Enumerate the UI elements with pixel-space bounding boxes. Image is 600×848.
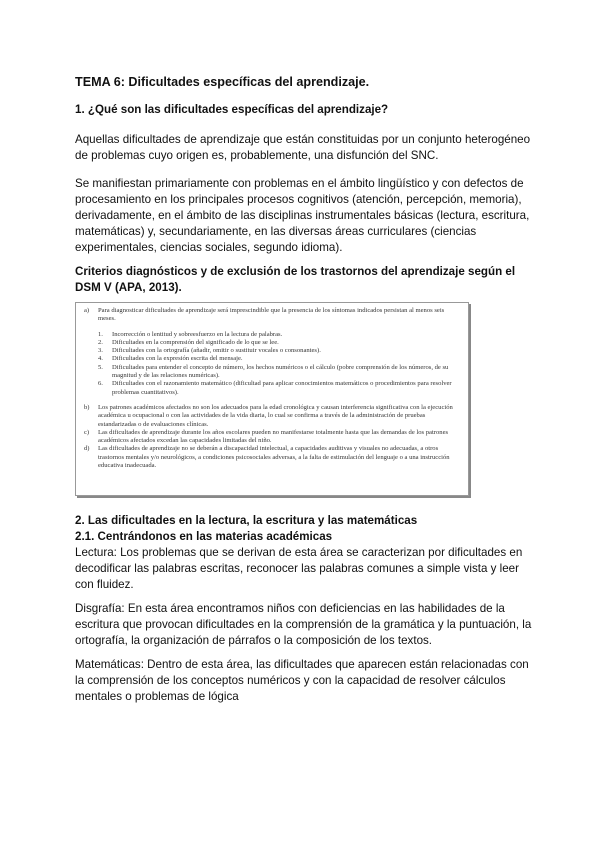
criterion-label: b): [84, 403, 90, 411]
list-item: Dificultades con la ortografía (añadir, omitir o sustituir vocales o consonantes).: [112, 347, 321, 355]
paragraph-manifestations: Se manifiestan primariamente con problemas en el ámbito lingüístico y con defectos de procesamiento en los principales procesos cognitivos (atención, percepción, memoria), derivadamente, en el ámbito de las disciplinas instrumentales básicas (lectura, escritura, matemáticas) y, secundariamente, en las diversas áreas curriculares (ciencias experimentales, ciencias sociales, segundo idioma).: [75, 177, 530, 254]
list-item: Dificultades en la comprensión del significado de lo que se lee.: [112, 338, 279, 346]
paragraph-lectura: Lectura: Los problemas que se derivan de esta área se caracterizan por dificultades en decodificar las palabras escritas, reconocer las palabras comunes a simple vista y leer con fluidez.: [75, 546, 523, 591]
paragraph-disgrafia: Disgrafía: En esta área encontramos niños con deficiencias en las habilidades de la escritura que provocan dificultades en la comprensión de la gramática y la puntuación, la ortografía, la organización de párrafos o la composición de los textos.: [75, 602, 532, 647]
item-number: 1.: [98, 330, 103, 338]
section-2-heading: 2. Las dificultades en la lectura, la escritura y las matemáticas: [75, 514, 418, 527]
criteria-heading: Criterios diagnósticos y de exclusión de los trastornos del aprendizaje según el DSM V (APA, 2013).: [75, 265, 516, 294]
criterion-label: a): [84, 307, 90, 314]
criterion-label: d): [84, 445, 90, 453]
item-number: 6.: [98, 380, 103, 388]
list-item: Dificultades con la expresión escrita del mensaje.: [112, 355, 243, 363]
section-1-heading: 1. ¿Qué son las dificultades específicas del aprendizaje?: [75, 103, 389, 116]
paragraph-matematicas: Matemáticas: Dentro de esta área, las dificultades que aparecen están relacionadas con la comprensión de los conceptos numéricos y con la capacidad de resolver cálculos mentales o problemas de lógica: [75, 658, 529, 703]
list-item: Incorrección o lentitud y sobreesfuerzo en la lectura de palabras.: [112, 330, 283, 338]
list-item: Dificultades con el razonamiento matemático (dificultad para aplicar conocimientos matemáticos o procedimientos para resolver problemas cuantitativos).: [112, 380, 452, 396]
list-item: Dificultades para entender el concepto de número, los hechos numéricos o el cálculo (pobre comprensión de los números, de su magnitud y de las relaciones numéricas).: [112, 363, 449, 380]
paragraph-definition: Aquellas dificultades de aprendizaje que están constituidas por un conjunto heterogéneo de problemas cuyo origen es, probablemente, una disfunción del SNC.: [75, 133, 531, 162]
document-title: TEMA 6: Dificultades específicas del aprendizaje.: [75, 75, 370, 89]
item-number: 5.: [98, 363, 103, 371]
dsm-criteria-figure: [75, 302, 469, 496]
criterion-c: Las dificultades de aprendizaje durante los años escolares pueden no manifestarse totalmente hasta que las demandas de los patrones académicos afectados excedan las capacidades limitadas del niño.: [98, 428, 449, 445]
item-number: 3.: [98, 347, 103, 355]
criterion-b: Los patrones académicos afectados no son los adecuados para la edad cronológica y causan interferencia significativa con la ejecución académica u ocupacional o con las actividades de la vida diaria, lo cual se confirma a través de la administración de pruebas estandarizadas o de evaluaciones clínicas.: [98, 403, 453, 428]
item-number: 4.: [98, 355, 103, 363]
criterion-d: Las dificultades de aprendizaje no se deberán a discapacidad intelectual, a capacidades auditivas y visuales no adecuadas, a otros trastornos mentales y/o neurológicos, a condiciones psicosociales adversas, a la falta de estimulación del lenguaje o a una instrucción educativa inadecuada.: [98, 445, 450, 470]
criterion-label: c): [84, 428, 90, 436]
item-number: 2.: [98, 338, 103, 346]
section-2-1-heading: 2.1. Centrándonos en las materias académicas: [75, 530, 333, 543]
criterion-a: Para diagnosticar dificultades de aprendizaje será imprescindible que la presencia de los síntomas indicados persistan al menos seis meses.: [98, 307, 445, 323]
